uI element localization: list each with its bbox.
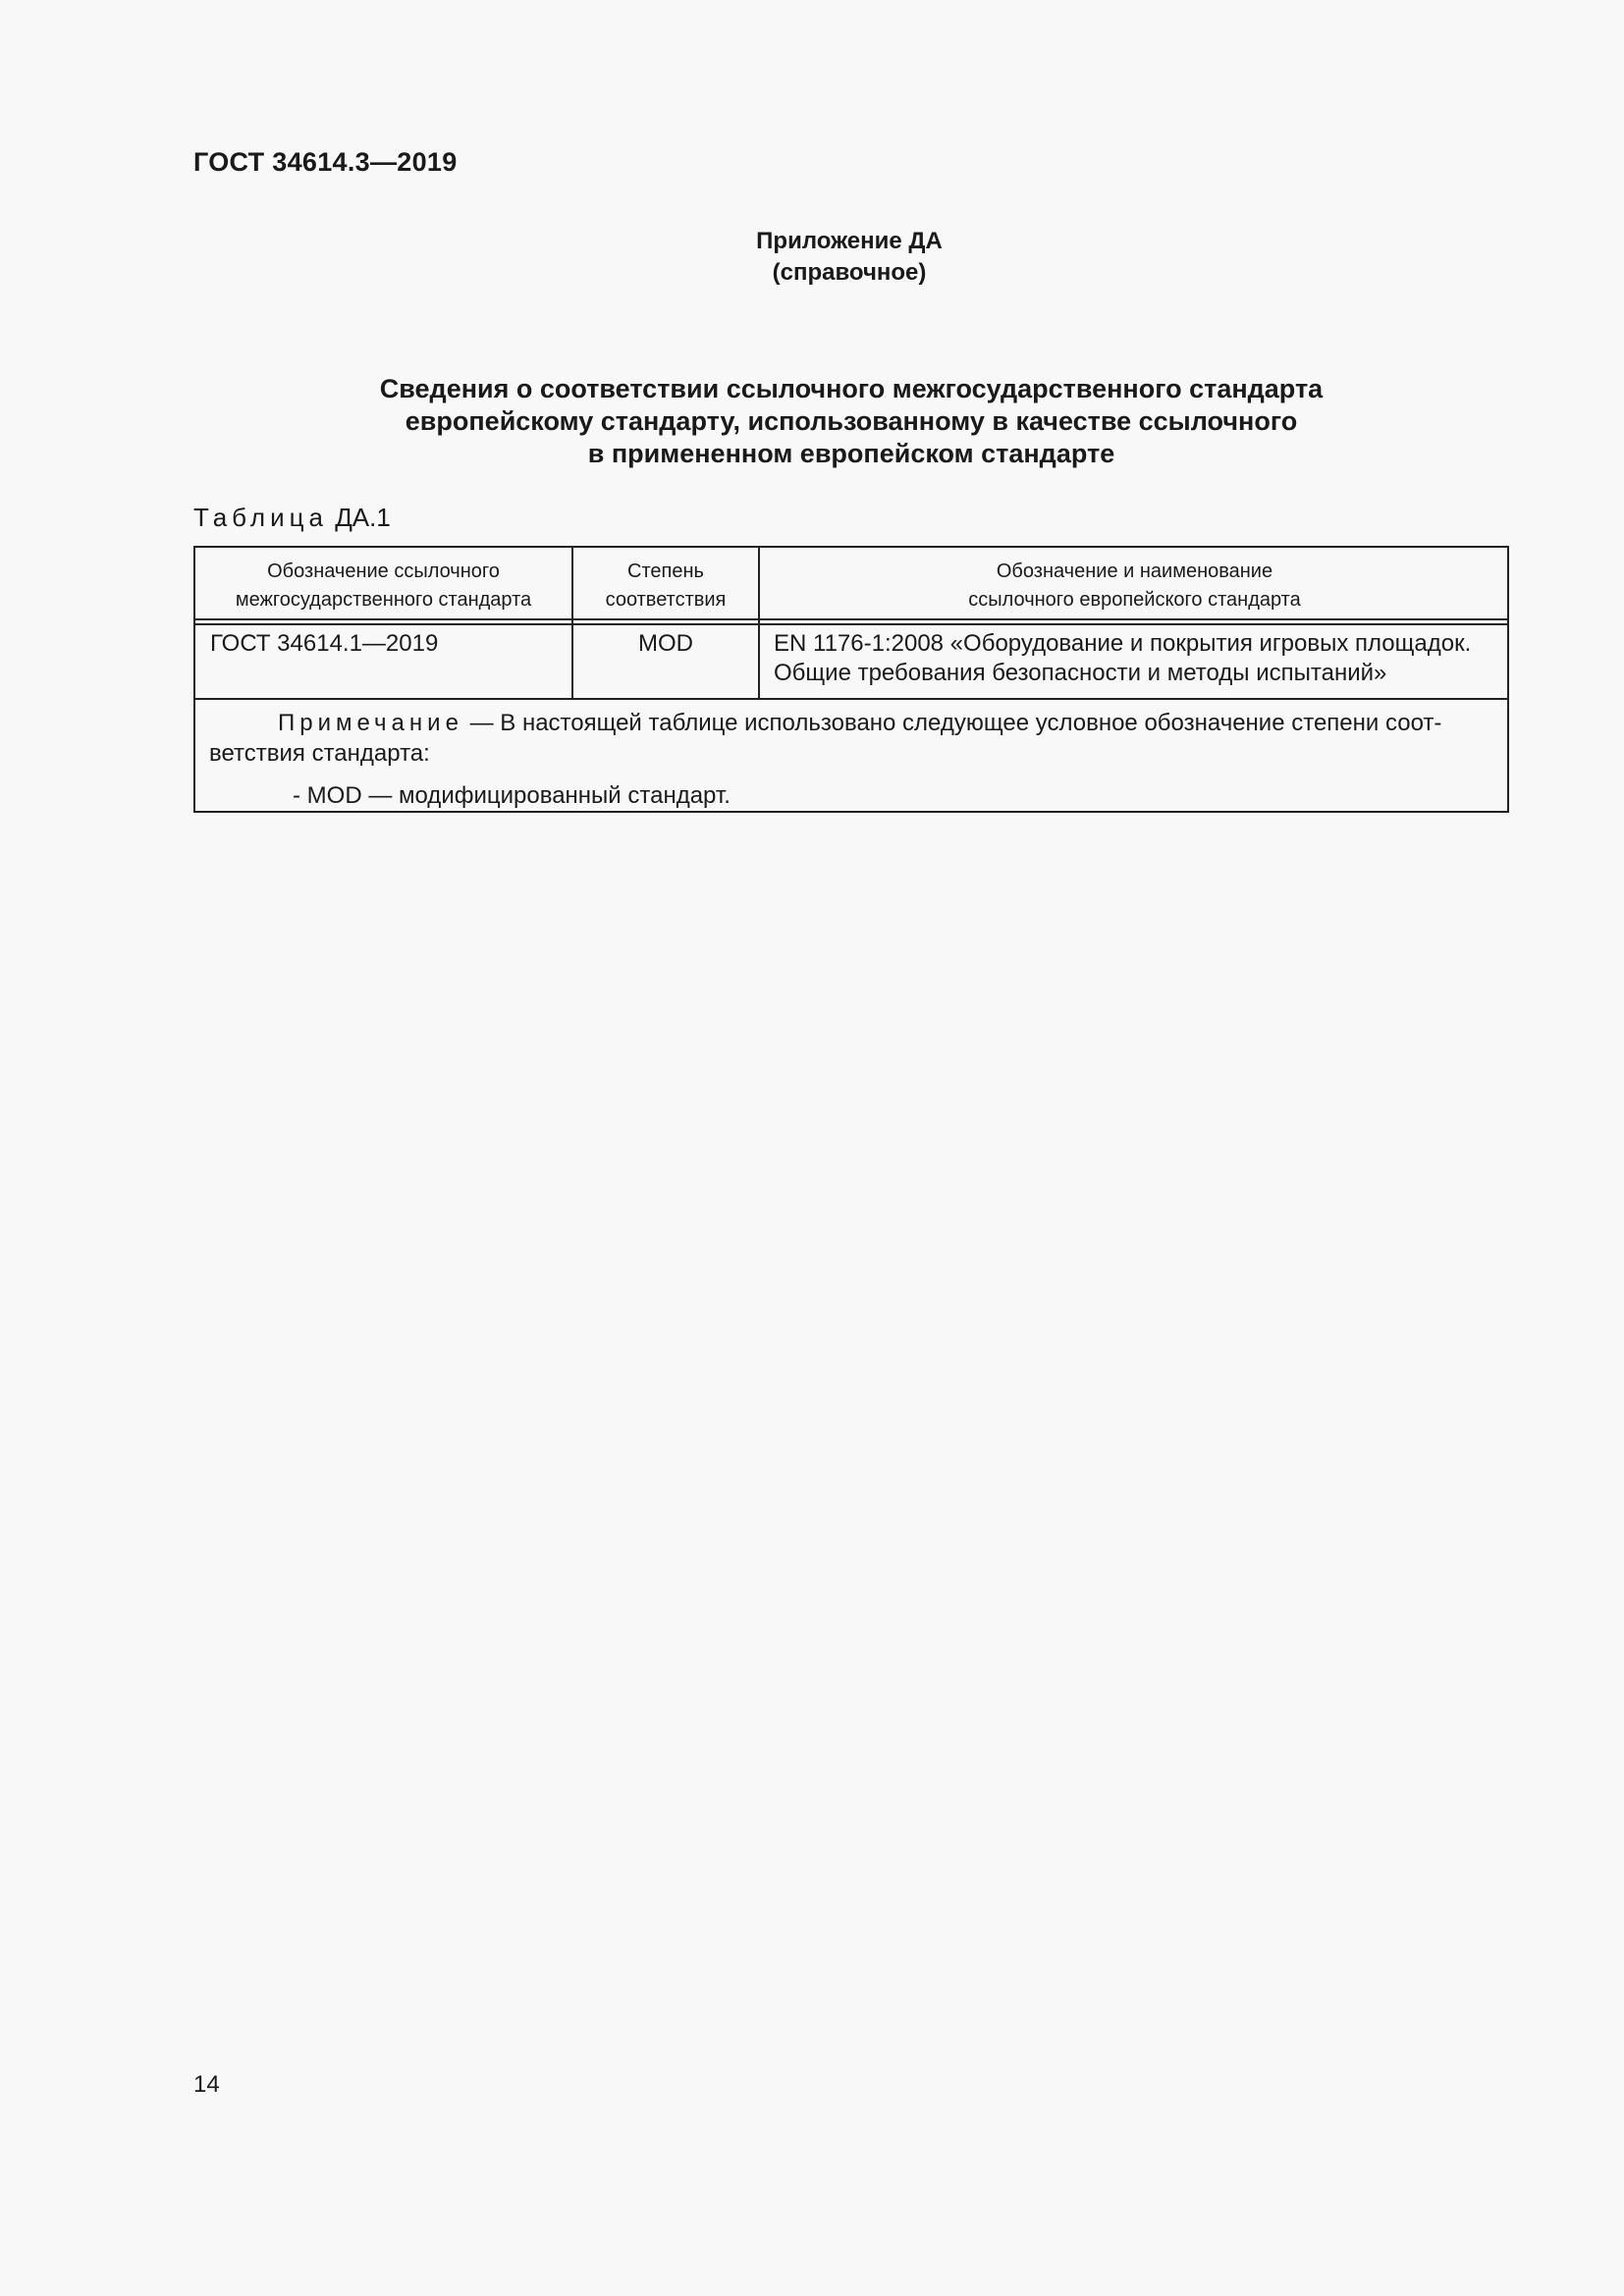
table-caption-number: ДА.1 bbox=[335, 503, 391, 532]
note-text: — В настоящей таблице использовано следующее условное обозначение степени соот- bbox=[469, 710, 1442, 736]
table-cell-european: EN 1176-1:2008 «Оборудование и покрытия игровых площадок. Общие требования безопасности и методы испытаний» bbox=[774, 630, 1472, 686]
section-heading bbox=[193, 373, 1509, 470]
header-divider bbox=[195, 623, 1507, 625]
page-number: 14 bbox=[193, 2071, 220, 2098]
note-bullet: - MOD — модифицированный стандарт. bbox=[293, 782, 731, 809]
note-label: Примечание bbox=[278, 710, 463, 736]
table-cell-degree: MOD bbox=[638, 630, 693, 657]
correspondence-table bbox=[193, 546, 1509, 813]
document-code: ГОСТ 34614.3—2019 bbox=[193, 147, 458, 177]
header-cell-standard: Обозначение ссылочного межгосударственного стандарта bbox=[235, 561, 532, 611]
table-cell-standard: ГОСТ 34614.1—2019 bbox=[210, 630, 439, 657]
appendix-title: Приложение ДА bbox=[756, 228, 943, 254]
heading-line: европейскому стандарту, использованному в качестве ссылочного bbox=[405, 406, 1298, 436]
header-cell-european: Обозначение и наименование ссылочного европейского стандарта bbox=[968, 561, 1301, 611]
note-divider bbox=[195, 698, 1507, 700]
table-note bbox=[209, 708, 1493, 811]
table-caption-label: Таблица bbox=[193, 503, 328, 532]
note-continuation: ветствия стандарта: bbox=[209, 740, 430, 767]
heading-line: Сведения о соответствии ссылочного межгосударственного стандарта bbox=[379, 374, 1324, 403]
header-divider bbox=[195, 618, 1507, 620]
heading-line: в примененном европейском стандарте bbox=[587, 439, 1115, 468]
table-caption bbox=[193, 503, 391, 533]
header-cell-degree: Степень соответствия bbox=[605, 561, 727, 611]
appendix-kind: (справочное) bbox=[772, 259, 927, 286]
